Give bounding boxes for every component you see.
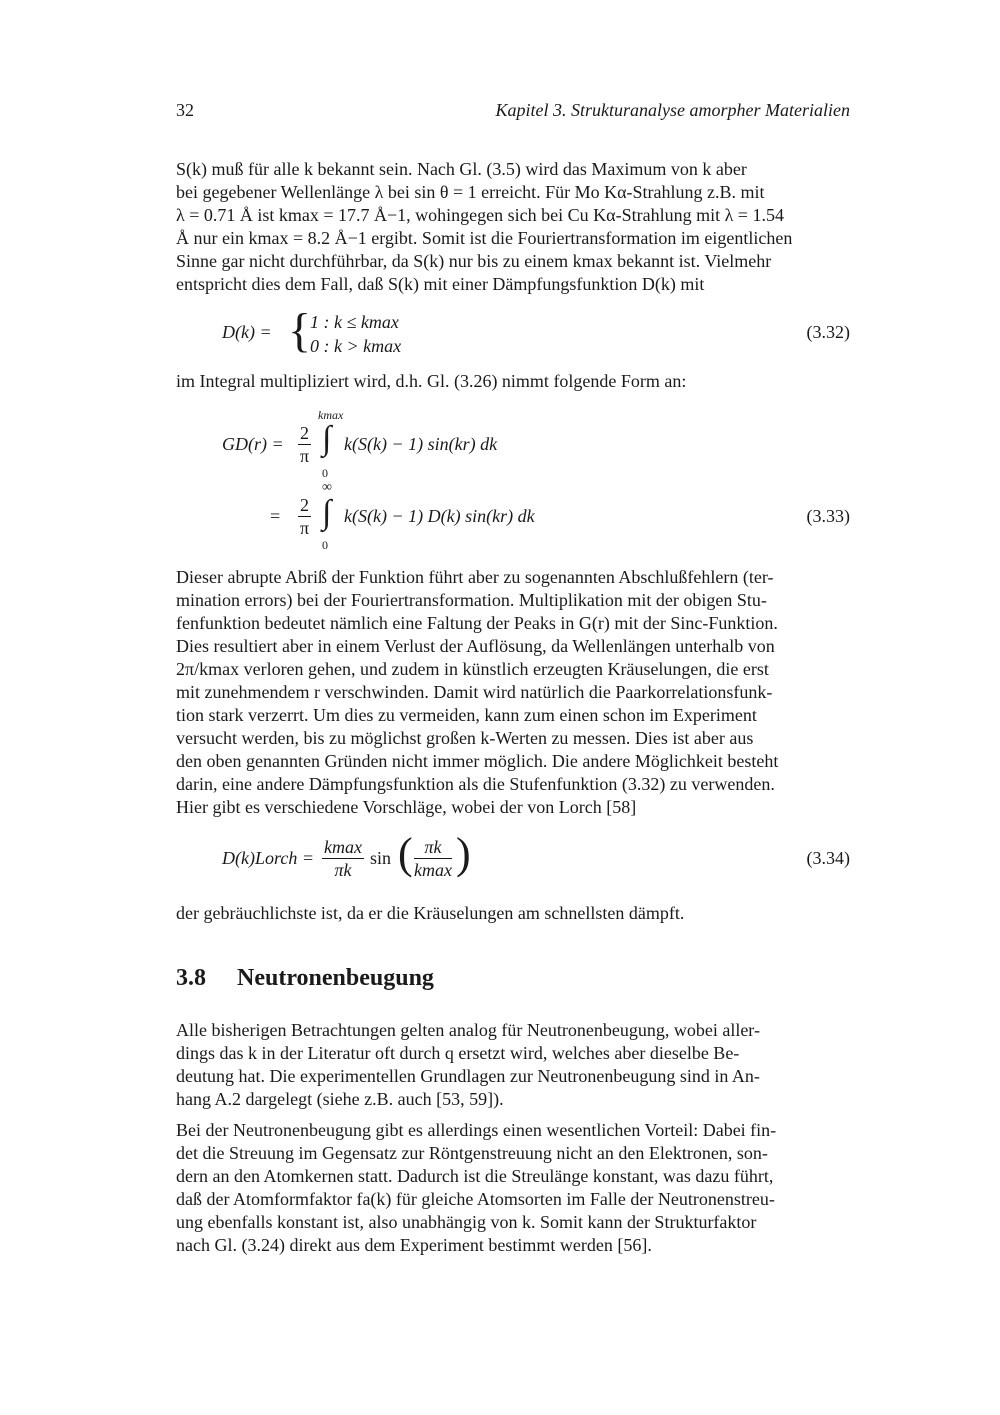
text-line: bei gegebener Wellenlänge λ bei sin θ = 1 erreicht. Für Mo Kα-Strahlung z.B. mit (176, 182, 765, 202)
text-line: im Integral multipliziert wird, d.h. Gl. (3.26) nimmt folgende Form an: (176, 371, 687, 391)
section-number: 3.8 (176, 965, 206, 991)
fraction-numerator: πk (414, 836, 452, 859)
fraction-denominator: kmax (414, 860, 452, 880)
text-line: S(k) muß für alle k bekannt sein. Nach Gl. (3.5) wird das Maximum von k aber (176, 159, 747, 179)
fraction-denominator: πk (334, 860, 352, 880)
paragraph-5 (176, 1019, 850, 1111)
text-line: darin, eine andere Dämpfungsfunktion als die Stufenfunktion (3.32) zu verwenden. (176, 774, 775, 794)
integrand: k(S(k) − 1) sin(kr) dk (344, 434, 498, 454)
running-head: Kapitel 3. Strukturanalyse amorpher Materialien (495, 100, 850, 120)
equation-case-1: 1 : k ≤ kmax (310, 312, 399, 332)
equation-number: (3.32) (806, 322, 850, 342)
equation-lhs: D(k)Lorch = (222, 848, 314, 868)
paragraph-6 (176, 1119, 850, 1257)
paragraph-1 (176, 158, 850, 296)
text-line: tion stark verzerrt. Um dies zu vermeiden, kann zum einen schon im Experiment (176, 705, 757, 725)
text-line: det die Streuung im Gegensatz zur Röntgenstreuung nicht an den Elektronen, son- (176, 1143, 768, 1163)
text-line: nach Gl. (3.24) direkt aus dem Experiment bestimmt werden [56]. (176, 1235, 652, 1255)
integral-sign-icon: ∫ (322, 420, 332, 457)
integrand: k(S(k) − 1) D(k) sin(kr) dk (344, 506, 535, 526)
text-line: ung ebenfalls konstant ist, also unabhängig von k. Somit kann der Strukturfaktor (176, 1212, 757, 1232)
paragraph-4 (176, 902, 850, 925)
text-line: Å nur ein kmax = 8.2 Å−1 ergibt. Somit ist die Fouriertransformation im eigentlichen (176, 228, 793, 248)
fraction (298, 494, 311, 539)
brace-symbol: { (288, 304, 312, 357)
text-line: daß der Atomformfaktor fa(k) für gleiche Atomsorten im Falle der Neutronenstreu- (176, 1189, 775, 1209)
text-line: dings das k in der Literatur oft durch q ersetzt wird, welches aber dieselbe Be- (176, 1043, 740, 1063)
paragraph-2 (176, 370, 850, 393)
text-line: deutung hat. Die experimentellen Grundlagen zur Neutronenbeugung sind in An- (176, 1066, 760, 1086)
text-line: der gebräuchlichste ist, da er die Kräuselungen am schnellsten dämpft. (176, 903, 685, 923)
text-line: versucht werden, bis zu möglichst großen k-Werten zu messen. Dies ist aber aus (176, 728, 754, 748)
text-line: hang A.2 dargelegt (siehe z.B. auch [53, 59]). (176, 1089, 504, 1109)
sine-function: sin (370, 848, 392, 868)
text-line: dern an den Atomkernen statt. Dadurch ist die Streulänge konstant, was dazu führt, (176, 1166, 774, 1186)
fraction (298, 422, 311, 467)
text-line: fenfunktion bedeutet nämlich eine Faltung der Peaks in G(r) mit der Sinc-Funktion. (176, 613, 778, 633)
text-line: Hier gibt es verschiedene Vorschläge, wobei der von Lorch [58] (176, 797, 637, 817)
fraction-numerator: 2 (300, 423, 309, 443)
text-line: Bei der Neutronenbeugung gibt es allerdings einen wesentlichen Vorteil: Dabei fin- (176, 1120, 777, 1140)
text-line: Dies resultiert aber in einem Verlust der Auflösung, da Wellenlängen unterhalb von (176, 636, 775, 656)
text-line: Sinne gar nicht durchführbar, da S(k) nur bis zu einem kmax bekannt ist. Vielmehr (176, 251, 772, 271)
fraction-numerator: kmax (324, 837, 362, 857)
equals-sign: = (270, 506, 281, 526)
text-line: entspricht dies dem Fall, daß S(k) mit einer Dämpfungsfunktion D(k) mit (176, 274, 705, 294)
fraction-numerator: 2 (300, 495, 309, 515)
fraction-denominator: π (299, 446, 310, 466)
equation-3-34 (176, 829, 850, 888)
paragraph-3 (176, 566, 850, 819)
equation-3-33 (176, 408, 850, 558)
text-line: den oben genannten Gründen nicht immer möglich. Die andere Möglichkeit besteht (176, 751, 779, 771)
integral-sign-icon: ∫ (322, 494, 332, 531)
fraction (322, 836, 364, 881)
fraction-denominator: π (299, 518, 310, 538)
text-line: Alle bisherigen Betrachtungen gelten analog für Neutronenbeugung, wobei aller- (176, 1020, 760, 1040)
integral-lower-limit: 0 (322, 538, 328, 552)
text-line: Dieser abrupte Abriß der Funktion führt aber zu sogenannten Abschlußfehlern (ter- (176, 567, 774, 587)
equation-lhs: GD(r) = (222, 434, 284, 454)
integral-upper-limit: kmax (318, 408, 344, 422)
text-line: mination errors) bei der Fouriertransformation. Multiplikation mit der obigen Stu- (176, 590, 767, 610)
left-paren: ( (398, 829, 413, 878)
page-number: 32 (176, 100, 194, 120)
equation-3-32 (176, 304, 850, 360)
section-heading (176, 965, 434, 992)
text-line: 2π/kmax verloren gehen, und zudem in künstlich erzeugten Kräuselungen, die erst (176, 659, 769, 679)
equation-number: (3.34) (806, 848, 850, 868)
equation-lhs: D(k) = (222, 322, 272, 342)
text-line: λ = 0.71 Å ist kmax = 17.7 Å−1, wohingegen sich bei Cu Kα-Strahlung mit λ = 1.54 (176, 205, 784, 225)
integral-upper-limit: ∞ (322, 480, 332, 495)
text-line: mit zunehmendem r verschwinden. Damit wird natürlich die Paarkorrelationsfunk- (176, 682, 773, 702)
equation-case-2: 0 : k > kmax (310, 336, 402, 356)
fraction (414, 836, 452, 881)
section-title: Neutronenbeugung (237, 965, 434, 991)
equation-number: (3.33) (806, 506, 850, 526)
right-paren: ) (456, 829, 471, 878)
integral-lower-limit: 0 (322, 466, 328, 480)
